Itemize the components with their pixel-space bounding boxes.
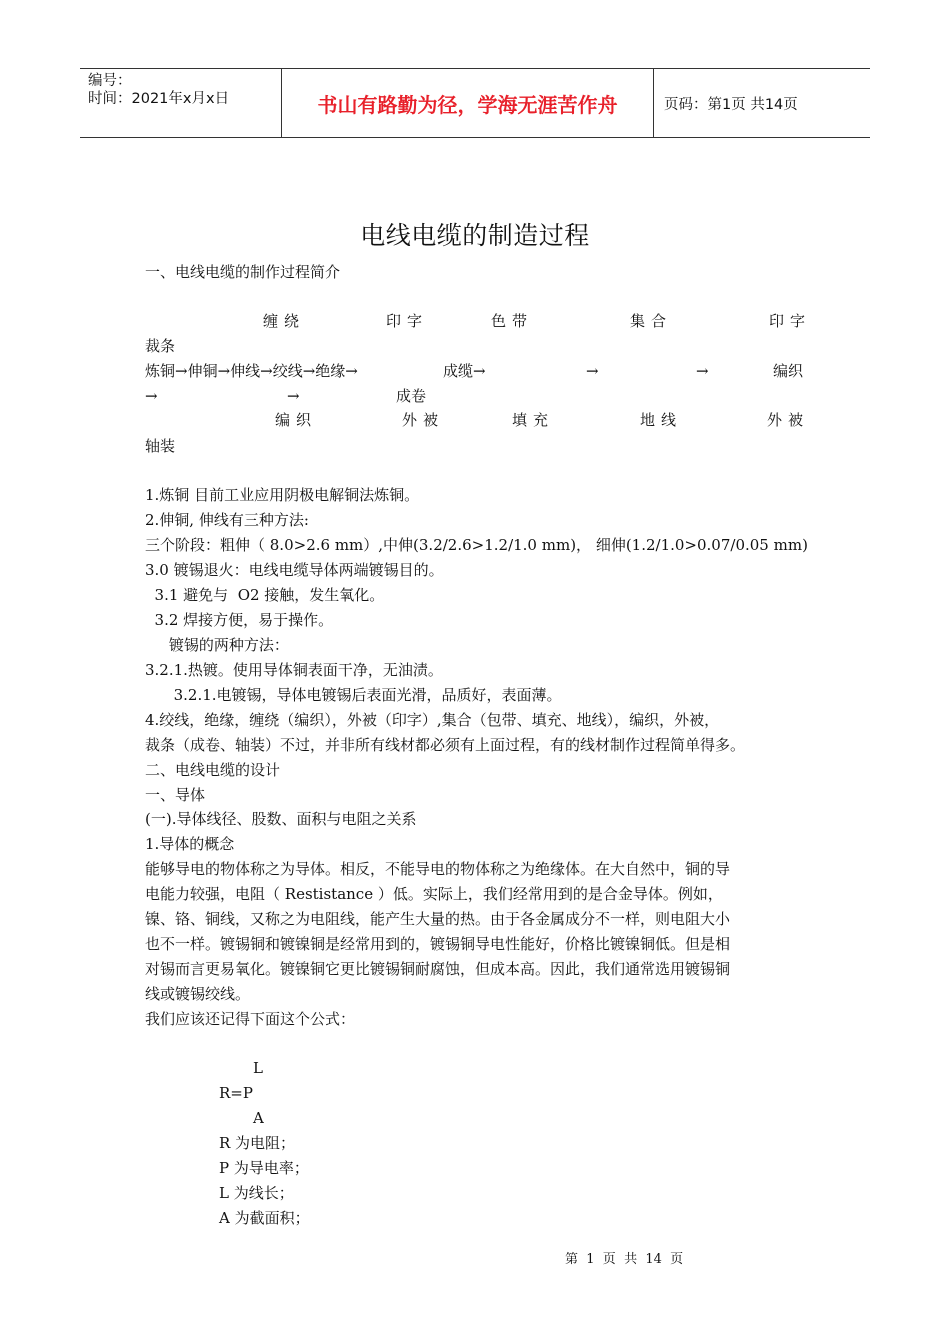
- flow-cut: 裁条: [145, 337, 176, 355]
- paragraph-line: 3.1 避免与 O2 接触，发生氧化。: [145, 586, 385, 604]
- formula-definition: L 为线长；: [219, 1184, 294, 1202]
- document-title: 电线电缆的制造过程: [360, 221, 590, 250]
- formula-denominator: A: [253, 1109, 264, 1127]
- paragraph-line: 裁条（成卷、轴装）不过，并非所有线材都必须有上面过程，有的线材制作过程简单得多。: [145, 736, 746, 754]
- flow-bottom-label: 外被: [402, 411, 445, 429]
- header-motto: 书山有路勤为径，学海无涯苦作舟: [282, 69, 654, 137]
- flow-bottom-label: 外被: [767, 411, 810, 429]
- formula-lhs: R=P: [219, 1084, 253, 1102]
- paragraph-line: 3.2.1.热镀。使用导体铜表面干净，无油渍。: [145, 661, 443, 679]
- page-footer: 第 1 页 共 14 页: [565, 1252, 684, 1267]
- flow-top-label: 色带: [491, 312, 534, 330]
- flow-reel: 成卷: [396, 387, 427, 405]
- header-meta: [80, 69, 282, 137]
- paragraph-line: 镍、铬、铜线，又称之为电阻线，能产生大量的热。由于各金属成分不一样，则电阻大小: [145, 910, 731, 928]
- formula-definition: P 为导电率；: [219, 1159, 309, 1177]
- paragraph-line: 4.绞线，绝缘，缠绕（编织），外被（印字）,集合（包带、填充、地线），编织，外被，: [145, 711, 720, 729]
- flow-top-label: 印字: [386, 312, 429, 330]
- flow-arrow: →: [586, 362, 599, 380]
- paragraph-line: 3.2 焊接方便，易于操作。: [145, 611, 334, 629]
- flow-top-label: 印字: [769, 312, 812, 330]
- subsection-heading: (一).导体线径、股数、面积与电阻之关系: [145, 810, 417, 828]
- flow-top-label: 集合: [630, 312, 673, 330]
- flow-arrow: →: [287, 387, 300, 405]
- paragraph-line: 1.炼铜 目前工业应用阴极电解铜法炼铜。: [145, 486, 420, 504]
- flow-armor: 轴装: [145, 437, 176, 455]
- section-heading-1: 一、电线电缆的制作过程简介: [145, 263, 341, 281]
- header-page-label: 页码：第1页 共14页: [664, 96, 798, 113]
- flow-main-chain: 炼铜→伸铜→伸线→绞线→绝缘→: [145, 362, 358, 380]
- paragraph-line: 线或镀锡绞线。: [145, 985, 251, 1003]
- subsection-heading: 1.导体的概念: [145, 835, 235, 853]
- section-heading-2: 二、电线电缆的设计: [145, 761, 281, 779]
- time-label: 时间：2021年x月x日: [88, 91, 230, 107]
- flow-arrow: →: [696, 362, 709, 380]
- document-header: [80, 68, 870, 138]
- paragraph-line: 3.2.1.电镀锡，导体电镀锡后表面光滑，品质好，表面薄。: [145, 686, 562, 704]
- subsection-heading: 一、导体: [145, 786, 206, 804]
- paragraph-line: 也不一样。镀锡铜和镀镍铜是经常用到的，镀锡铜导电性能好，价格比镀镍铜低。但是相: [145, 935, 731, 953]
- paragraph-line: 我们应该还记得下面这个公式：: [145, 1010, 356, 1028]
- flow-cabling: 成缆→: [443, 362, 486, 380]
- flow-top-label: 缠绕: [263, 312, 306, 330]
- number-label: 编号：: [88, 73, 132, 89]
- flow-bottom-label: 编织: [275, 411, 318, 429]
- paragraph-line: 三个阶段：粗伸（ 8.0>2.6 mm）,中伸(3.2/2.6>1.2/1.0 mm)， 细伸(1.2/1.0>0.07/0.05 mm): [145, 536, 808, 554]
- flow-bottom-label: 填充: [512, 411, 555, 429]
- formula-definition: A 为截面积；: [219, 1209, 310, 1227]
- paragraph-line: 3.0 镀锡退火：电线电缆导体两端镀锡目的。: [145, 561, 444, 579]
- flow-arrow: →: [145, 387, 158, 405]
- paragraph-line: 对锡而言更易氧化。镀镍铜它更比镀锡铜耐腐蚀，但成本高。因此，我们通常选用镀锡铜: [145, 960, 731, 978]
- paragraph-line: 2.伸铜, 伸线有三种方法:: [145, 511, 309, 529]
- flow-bottom-label: 地线: [640, 411, 683, 429]
- paragraph-line: 镀锡的两种方法：: [145, 636, 289, 654]
- formula-numerator: L: [253, 1059, 263, 1077]
- paragraph-line: 电能力较强，电阻（ Restistance ）低。实际上，我们经常用到的是合金导体。例如，: [145, 885, 723, 903]
- formula-definition: R 为电阻；: [219, 1134, 296, 1152]
- flow-braid-right: 编织: [773, 362, 804, 380]
- paragraph-line: 能够导电的物体称之为导体。相反，不能导电的物体称之为绝缘体。在大自然中，铜的导: [145, 860, 731, 878]
